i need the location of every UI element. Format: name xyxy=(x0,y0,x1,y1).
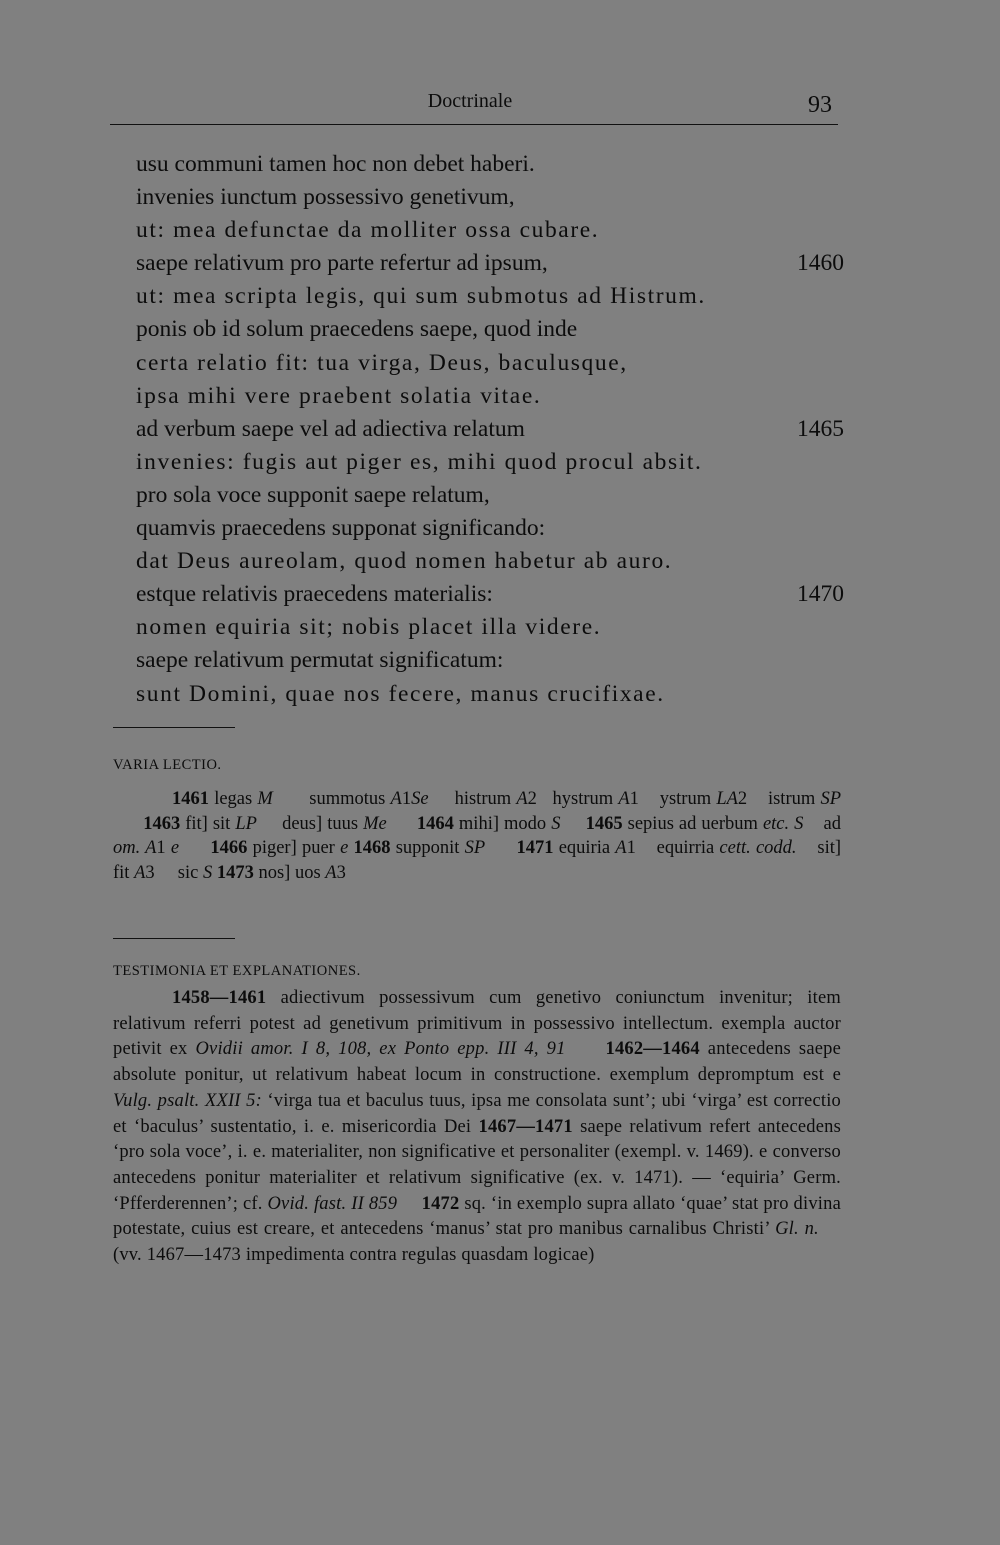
verse-line xyxy=(136,678,846,711)
verse-text-span: invenies iunctum possessivo genetivum, xyxy=(136,184,515,211)
line-number: 1465 xyxy=(797,415,844,442)
verse-line xyxy=(136,347,846,380)
line-number: 1460 xyxy=(797,250,844,277)
verse-text-span: pro sola voce supponit saepe relatum, xyxy=(136,481,490,508)
verse-line xyxy=(136,446,846,479)
verse-text-span: estque relativis praecedens materialis: xyxy=(136,581,493,608)
verse-text-span: ut: mea defunctae da molliter ossa cubare. xyxy=(136,217,600,244)
section-divider-testimonia xyxy=(113,938,235,939)
verse-text-span: usu communi tamen hoc non debet haberi. xyxy=(136,151,535,177)
verse-text-span: ad verbum saepe vel ad adiectiva relatum xyxy=(136,415,525,442)
testimonia-text: 1458—1461 adiectivum possessivum cum genetivo coniunctum invenitur; item relativum referri potest ad genetivum primitivum in possessivo intellectum. exempla auctor petivit ex Ovidii amor. I 8, 108, ex Ponto epp. III 4, 91 1462—1464 antecedens saepe absolute ponitur, ut relativum habeat locum in constructione. exemplum depromptum est e Vulg. psalt. XXII 5: ‘virga tua et baculus tuus, ipsa me consolata sunt’; ubi ‘virga’ est correctio et ‘baculus’ sustentatio, i. e. misericordia Dei 1467—1471 saepe relativum refert antecedens ‘pro sola voce’, i. e. materialiter, non significative et personaliter (exempl. v. 1469). e converso antecedens ponitur materialiter et relativum significative (ex. v. 1471). — ‘equiria’ Germ. ‘Pfferderennen’; cf. Ovid. fast. II 859 1472 sq. ‘in exemplo supra allato ‘quae’ stat pro divina potestate, cuius est creare, et antecedens ‘manus’ stat pro manibus carnalibus Christi’ Gl. n. (vv. 1467—1473 impedimenta contra regulas quasdam logicae) xyxy=(113,988,841,1266)
verse-line xyxy=(136,512,846,545)
verse-line xyxy=(136,148,846,181)
line-number: 1470 xyxy=(797,581,844,608)
verse-text-span: nomen equiria sit; nobis placet illa videre. xyxy=(136,614,602,641)
testimonia-heading: TESTIMONIA ET EXPLANATIONES. xyxy=(113,963,361,979)
apparatus-text: 1461 legas M summotus A1Se histrum A2 hystrum A1 ystrum LA2 istrum SP 1463 fit] sit LP deus] tuus Me 1464 mihi] modo S 1465 sepius ad uerbum etc. S ad om. A1 e 1466 piger] puer e 1468 supponit SP 1471 equiria A1 equirria cett. codd. sit] fit A3 sic S 1473 nos] uos A3 xyxy=(113,789,842,883)
apparatus-heading: VARIA LECTIO. xyxy=(113,757,222,773)
verse-line xyxy=(136,413,846,446)
verse-text-span: ipsa mihi vere praebent solatia vitae. xyxy=(136,382,542,409)
verse-text xyxy=(136,148,846,711)
verse-text-span: certa relatio fit: tua virga, Deus, baculusque, xyxy=(136,349,628,376)
verse-line xyxy=(136,181,846,214)
section-divider-apparatus xyxy=(113,727,235,728)
verse-line xyxy=(136,611,846,644)
page-number: 93 xyxy=(808,92,832,118)
verse-text-span: ut: mea scripta legis, qui sum submotus ad Histrum. xyxy=(136,283,706,310)
verse-text-span: saepe relativum pro parte refertur ad ipsum, xyxy=(136,250,548,277)
verse-line xyxy=(136,545,846,578)
verse-text-span: invenies: fugis aut piger es, mihi quod procul absit. xyxy=(136,448,703,475)
verse-line xyxy=(136,247,846,280)
verse-text-span: dat Deus aureolam, quod nomen habetur ab auro. xyxy=(136,548,673,575)
testimonia-notes xyxy=(113,986,841,1269)
verse-text-span: sunt Domini, quae nos fecere, manus crucifixae. xyxy=(136,680,665,707)
verse-line xyxy=(136,214,846,247)
verse-text-span: saepe relativum permutat significatum: xyxy=(136,647,504,674)
verse-text-span: quamvis praecedens supponat significando: xyxy=(136,515,546,542)
verse-line xyxy=(136,578,846,611)
verse-text-span: ponis ob id solum praecedens saepe, quod inde xyxy=(136,316,578,343)
verse-line xyxy=(136,313,846,346)
verse-line xyxy=(136,280,846,313)
apparatus-notes xyxy=(113,787,841,885)
verse-line xyxy=(136,479,846,512)
page-title: Doctrinale xyxy=(427,90,513,112)
verse-line xyxy=(136,644,846,677)
header-rule xyxy=(110,124,838,125)
verse-line xyxy=(136,380,846,413)
